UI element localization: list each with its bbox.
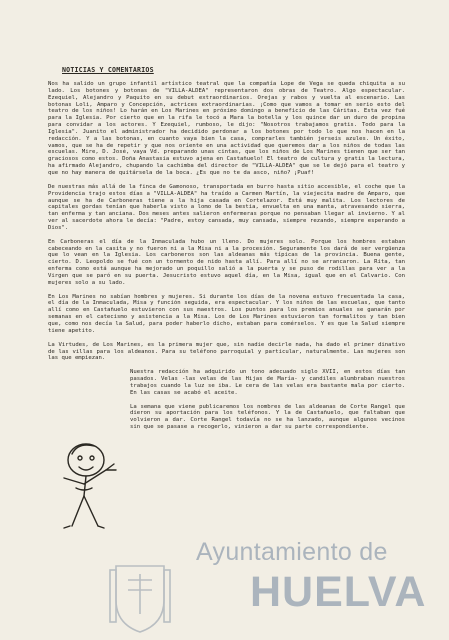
paragraph: En Los Marines no sabían hombres y mujeres. Si durante los días de la novena estuvo frecuentada la casa, el día de la Inmaculada, Misa y función seguida, era espectacular. Y los niños de las escuelas, que tanto allí como en Castañuelo estuvieron con sus maestros. Los puntos para los premios anuales se ganarán por semanas en el catecismo y asistencia a la Misa. Los de Los Marines estuvieron tan formalitos y tan bien que, como nos decía la Salud, para poder haberlo dicho, estaban para comérselos. Y es que la Salud siempre tiene apetito. — [48, 293, 405, 334]
cartoon-sketch-icon — [46, 434, 142, 554]
watermark-line2: HUELVA — [250, 568, 427, 616]
paragraph: La Virtudes, de Los Marines, es la primera mujer que, sin nadie decirle nada, ha dado el primer dinativo de las villas para los aldeanos. Para su teléfono parroquial y particular, naturalmente. Las mujeres son las que empiezan. — [48, 341, 405, 362]
section-heading: NOTICIAS Y COMENTARIOS — [62, 66, 154, 74]
watermark-line1: Ayuntamiento de — [196, 538, 388, 566]
paragraph: Nuestra redacción ha adquirido un tono adecuado siglo XVII, en estos días tan pasados. Velas -las velas de las Hijas de María- y candiles alumbraban nuestros trabajos cuando la luz se iba. Le cera de las velas era bastante mala por cierto. En las casas se acabó el aceite. — [130, 369, 405, 396]
coat-of-arms-icon — [108, 560, 172, 636]
paragraph: De nuestras más allá de la finca de Gamonoso, transportada en burro hasta sitio accesible, el coche que la Providencia trajo estos días a "VILLA-ALDEA" ha traído a Carmen Martín, la viejecita madre de Amparo, que aunque se ha de Carboneras tiene a la hija casada en Cortelazor. Está muy malita. Los lectores de capitales gordas tenían que haberla visto a lomo de la bestia, envuelta en una manta, atravesando sierra, tan enferma y tan anciana. Dos meses antes salieron enfermeras porque no pensaban llegar al invierno. Y al ver al sacerdote ahora le decía: "Padre, estoy cansada, muy cansada, siempre rezando, siempre esperando a Dios". — [48, 183, 405, 231]
paragraph: La semana que viene publicaremos los nombres de las aldeanas de Corte Rangel que dieron su aportación para los teléfonos. Y la de Castañuelo, que faltaban que volvieron a dar. Corte Rangel todavía no se ha lanzado, aunque algunos vecinos sin que se pasase a recogerlo, vinieron a dar su parte correspondiente. — [130, 403, 405, 431]
paragraph: En Carboneras el día de la Inmaculada hubo un lleno. Do mujeres solo. Porque los hombres estaban cabeceando en la casita y no fueron ni a la Misa ni a la procesión. Seguramente los dará de ser vergüenza que lo vean en la Iglesia. Los carboneros son las aldeanas más típicas de la provincia. Buena gente, cierto. D. Leopoldo se fué con un tormento de nido hasta allí. Para allí no se arrancaron. La Rita, tan enferma como está aunque ha mejorado un poquillo salió a la puerta y se puso de rodillas para ver a la Virgen que se paró en su puerta. Jesucristo estuvo aquel día, en la Misa, igual que en el Calvario. Con mujeres solo a su lado. — [48, 238, 405, 286]
paragraph: Nos ha salido un grupo infantil artístico teatral que la compañía Lope de Vega se queda chiquita a su lado. Los botones y botonas de "VILLA-ALDEA" representaron dos obras de Teatro. Algo espectacular. Ezequiel, Alejandro y Paquito en su debut extraordinarios. Orejas y rabos y vuelta al escenario. Las botonas Loli, Amparo y Concepción, actrices extraordinarias. ¡Como que vamos a tomar en serio esto del teatro de los niños! Lo harán en Los Marines en próximo domingo a beneficio de las Cáritas. Esta vez fué para la Iglesia. Por cierto que en la rifa le tocó a Mara la botella y los quince dar un duro de propina para convidar a los actores. Y Ezequiel, rumboso, le dijo: "Nosotros trabajamos gratis. Todo para la Iglesia". Juanito el administrador ha decidido perdonar a los botones por todo lo que nos hacen en la redacción. Y a las botonas, en cuanto vaya bien la casa, comprarles también jerseis azules. Un éxito, vamos, que se ha de repetir y que nos oriente en una actividad que queremos dar a los niños de todas las escuelas. Mire, D. José, vaya Vd. preparando unas cintas, que los niños de Los Marines tienen que ser tan graciosos como estos. Doña Anastasia estuvo ajena en Castañuelo! El teatro de cultura y gratis la lectura, ha afirmado Alejandro, chupando la cachimba del director de "VILLA-ALDEA" que se le dejó para el teatro y que no hay manera de quitársela de la boca. ¿Es que no te da asco, niño? ¡Puaf! — [48, 81, 405, 176]
